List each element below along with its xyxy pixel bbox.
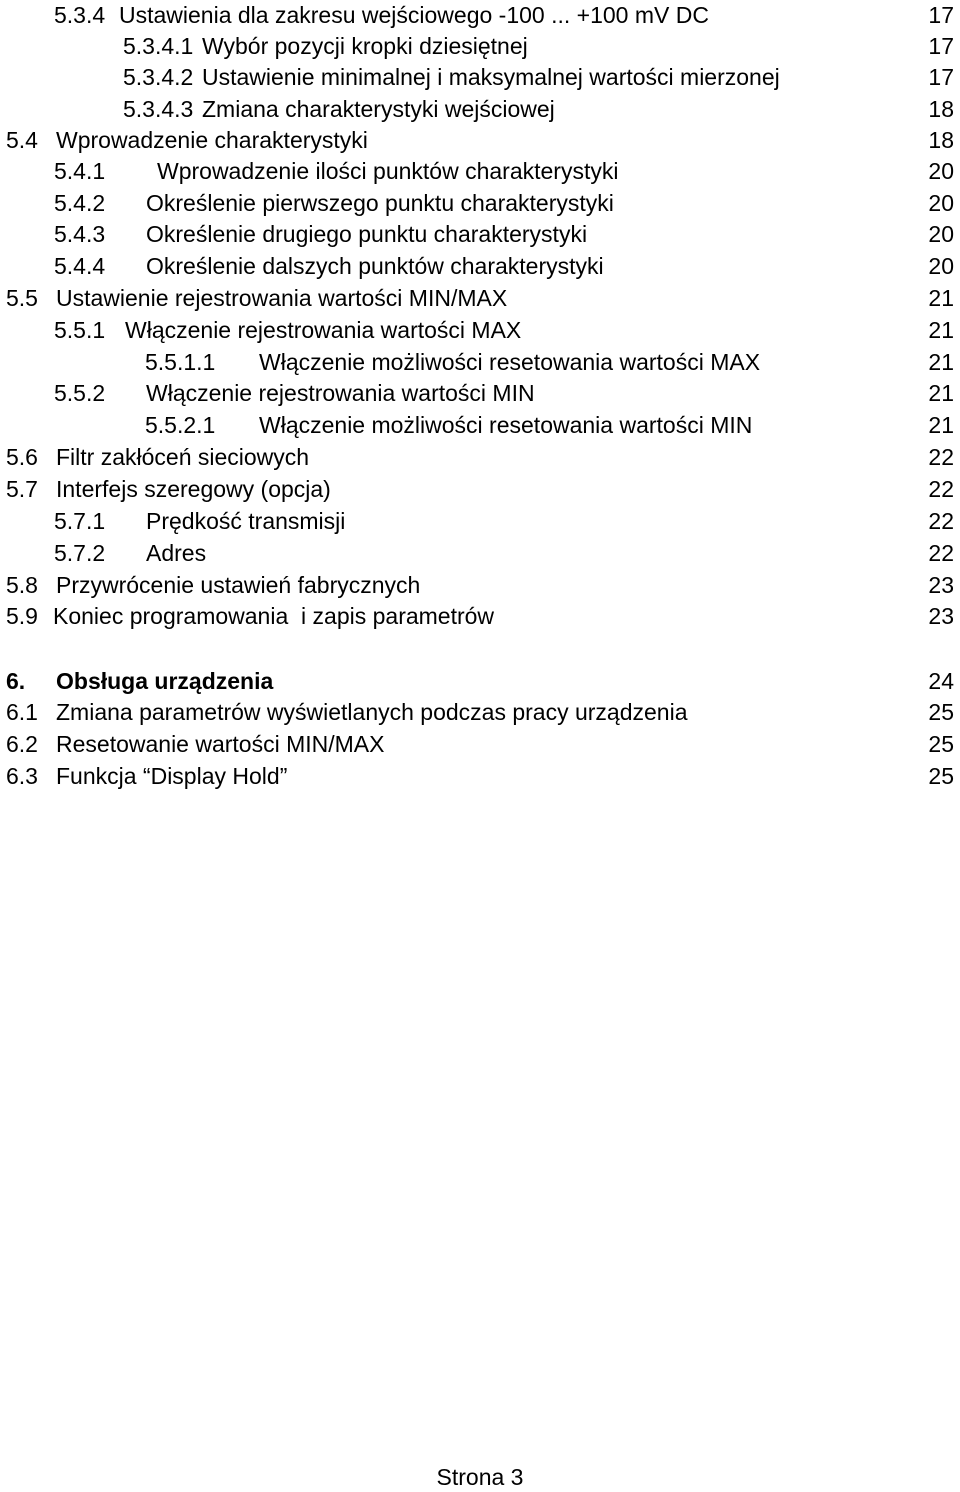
toc-entry (0, 31, 960, 61)
page-number-footer: Strona 3 (436, 1464, 524, 1490)
toc-entry-number: 5.7.1 (54, 508, 106, 534)
toc-entry-number: 6. (6, 668, 26, 694)
toc-entry-page: 23 (928, 572, 954, 598)
toc-entry-title: Wprowadzenie charakterystyki (56, 127, 368, 153)
toc-entry-page: 25 (928, 699, 954, 725)
toc-entry-page: 18 (928, 127, 954, 153)
toc-entry-page: 22 (928, 540, 954, 566)
toc-entry (0, 156, 960, 186)
toc-entry-page: 21 (928, 349, 954, 375)
toc-entry-number: 5.5.1 (54, 317, 106, 343)
toc-entry (0, 538, 960, 568)
toc-entry-page: 17 (928, 33, 954, 59)
toc-entry-number: 5.8 (6, 572, 38, 598)
toc-entry-page: 25 (928, 763, 954, 789)
toc-entry (0, 442, 960, 472)
toc-entry-number: 5.4.1 (54, 158, 106, 184)
toc-entry-page: 17 (928, 64, 954, 90)
toc-entry-page: 24 (928, 668, 954, 694)
toc-entry-page: 17 (928, 2, 954, 28)
toc-entry-page: 20 (928, 158, 954, 184)
toc-entry-title: Włączenie możliwości resetowania wartości MIN (259, 412, 753, 438)
toc-entry (0, 570, 960, 600)
toc-entry-page: 21 (928, 317, 954, 343)
toc-entry-title: Określenie dalszych punktów charakterystyki (146, 253, 604, 279)
toc-entry-title: Interfejs szeregowy (opcja) (56, 476, 331, 502)
toc-entry-number: 5.7.2 (54, 540, 106, 566)
toc-entry-number: 5.4.2 (54, 190, 106, 216)
toc-entry-title: Wybór pozycji kropki dziesiętnej (202, 33, 528, 59)
toc-entry (0, 506, 960, 536)
toc-entry-number: 5.6 (6, 444, 38, 470)
toc-entry-page: 20 (928, 221, 954, 247)
toc-entry (0, 62, 960, 92)
toc-entry (0, 347, 960, 377)
toc-entry-title: Określenie pierwszego punktu charakterystyki (146, 190, 614, 216)
toc-entry (0, 697, 960, 727)
toc-entry-title: Koniec programowania i zapis parametrów (53, 603, 495, 629)
toc-chapter-heading (0, 666, 960, 696)
toc-entry-page: 22 (928, 476, 954, 502)
toc-entry-page: 21 (928, 380, 954, 406)
toc-entry-title: Określenie drugiego punktu charakterystyki (146, 221, 588, 247)
toc-entry-title: Ustawienie rejestrowania wartości MIN/MAX (56, 285, 508, 311)
toc-entry-page: 22 (928, 444, 954, 470)
toc-entry-number: 5.9 (6, 603, 38, 629)
toc-entry-title: Adres (146, 540, 207, 566)
toc-entry-page: 20 (928, 253, 954, 279)
toc-entry-title: Filtr zakłóceń sieciowych (56, 444, 310, 470)
toc-entry-number: 5.3.4.2 (123, 64, 194, 90)
toc-entry (0, 0, 960, 30)
toc-entry-title: Włączenie możliwości resetowania wartości MAX (259, 349, 761, 375)
toc-entry-number: 5.3.4.3 (123, 96, 194, 122)
toc-entry (0, 761, 960, 791)
toc-entry-title: Włączenie rejestrowania wartości MIN (146, 380, 535, 406)
toc-entry-number: 5.4.3 (54, 221, 106, 247)
toc-entry (0, 188, 960, 218)
toc-entry-title: Przywrócenie ustawień fabrycznych (56, 572, 421, 598)
toc-entry-number: 5.4 (6, 127, 38, 153)
toc-entry-page: 23 (928, 603, 954, 629)
toc-entry-number: 6.2 (6, 731, 38, 757)
toc-entry-title: Obsługa urządzenia (56, 668, 274, 694)
toc-entry-number: 5.5.2.1 (145, 412, 216, 438)
toc-entry-page: 18 (928, 96, 954, 122)
toc-entry-number: 5.3.4.1 (123, 33, 194, 59)
toc-entry-number: 6.1 (6, 699, 38, 725)
toc-entry-page: 21 (928, 412, 954, 438)
toc-entry-page: 21 (928, 285, 954, 311)
toc-entry-number: 5.3.4 (54, 2, 106, 28)
toc-entry (0, 601, 960, 631)
toc-entry-title: Zmiana charakterystyki wejściowej (202, 96, 555, 122)
toc-entry-number: 5.5.2 (54, 380, 106, 406)
toc-entry (0, 378, 960, 408)
toc-entry (0, 410, 960, 440)
toc-entry-number: 5.4.4 (54, 253, 106, 279)
toc-entry-title: Włączenie rejestrowania wartości MAX (125, 317, 522, 343)
toc-entry (0, 251, 960, 281)
toc-entry-title: Prędkość transmisji (146, 508, 346, 534)
toc-entry-title: Wprowadzenie ilości punktów charakterystyki (157, 158, 619, 184)
toc-entry-title: Ustawienie minimalnej i maksymalnej wartości mierzonej (202, 64, 780, 90)
toc-entry-number: 6.3 (6, 763, 38, 789)
toc-entry-number: 5.7 (6, 476, 38, 502)
toc-entry (0, 125, 960, 155)
toc-entry-title: Zmiana parametrów wyświetlanych podczas pracy urządzenia (56, 699, 688, 725)
toc-entry (0, 94, 960, 124)
toc-entry-number: 5.5 (6, 285, 38, 311)
toc-entry-page: 22 (928, 508, 954, 534)
toc-entry (0, 219, 960, 249)
toc-entry (0, 315, 960, 345)
toc-entry-number: 5.5.1.1 (145, 349, 216, 375)
toc-entry-title: Resetowanie wartości MIN/MAX (56, 731, 385, 757)
toc-entry (0, 729, 960, 759)
toc-entry-title: Ustawienia dla zakresu wejściowego -100 ... +100 mV DC (119, 2, 709, 28)
toc-entry (0, 283, 960, 313)
toc-entry-title: Funkcja “Display Hold” (56, 763, 288, 789)
toc-entry-page: 25 (928, 731, 954, 757)
toc-entry (0, 474, 960, 504)
toc-entry-page: 20 (928, 190, 954, 216)
